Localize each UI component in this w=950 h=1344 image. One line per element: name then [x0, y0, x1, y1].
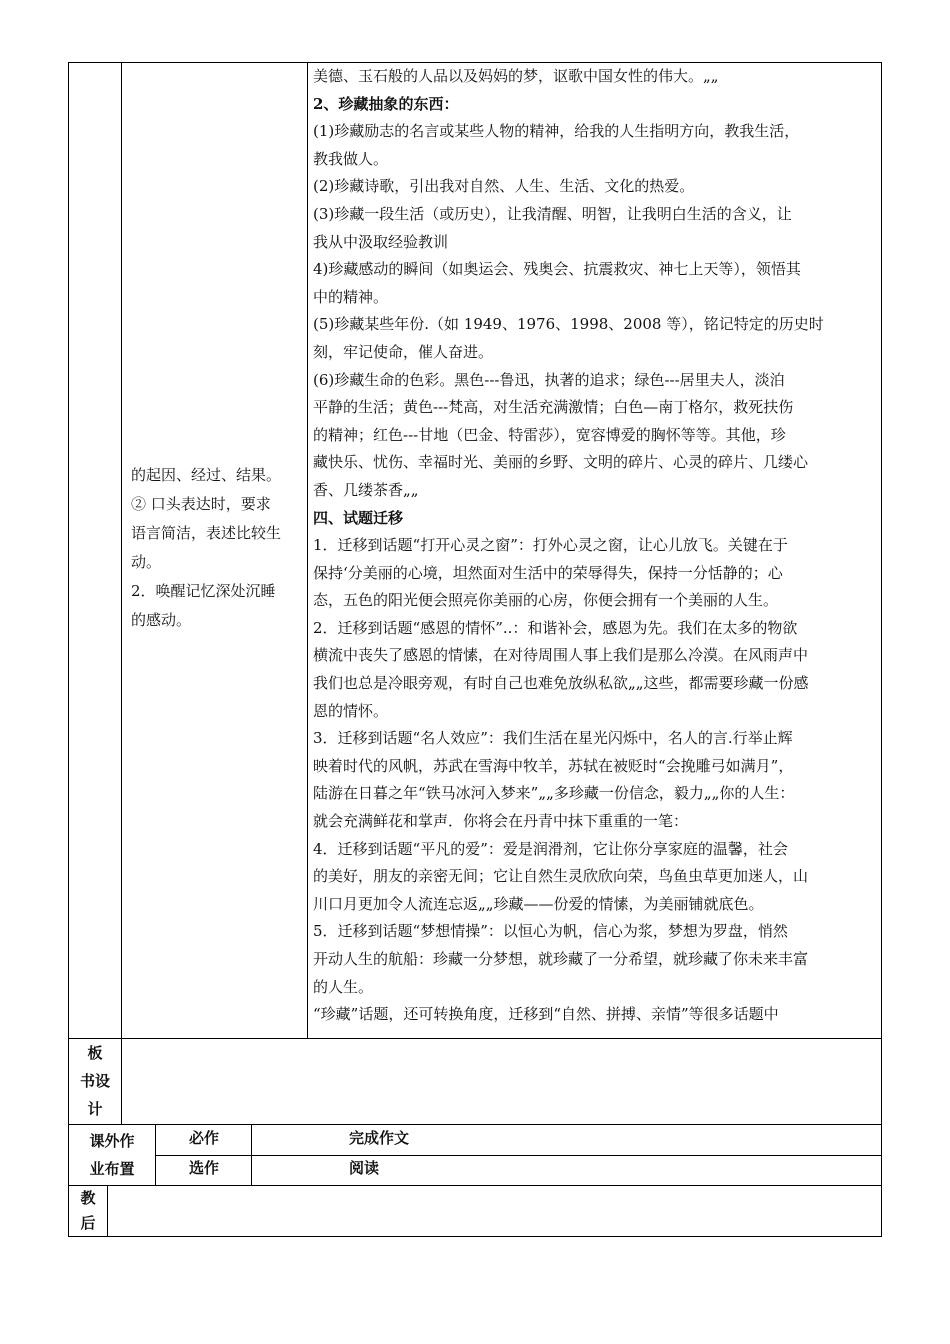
content-line: “珍藏”话题，还可转换角度，迁移到“自然、拼搏、亲情”等很多话题中 [313, 1005, 779, 1024]
optional-content: 阅读 [349, 1159, 380, 1177]
content-line: 我们也总是冷眼旁观，有时自己也难免放纵私欲„„这些，都需要珍藏一份感 [313, 674, 809, 693]
label-line: 业布置 [89, 1160, 135, 1178]
content-line: 藏快乐、忧伤、幸福时光、美丽的乡野、文明的碎片、心灵的碎片、几缕心 [313, 453, 809, 472]
content-line: 保持‘分美丽的心境，坦然面对生活中的荣辱得失，保持一分恬静的；心 [313, 563, 783, 582]
content-line: 中的精神。 [313, 287, 389, 306]
label-line: 后 [80, 1214, 96, 1232]
reflection-row [68, 1185, 882, 1237]
board-design-row [68, 1038, 882, 1124]
content-line: 横流中丧失了感恩的情愫，在对待周围人事上我们是那么冷漠。在风雨声中 [313, 646, 809, 665]
content-line: 2．迁移到话题“感恩的情怀”..：和谐补会，感恩为先。我们在太多的物欲 [313, 618, 798, 637]
activity-line: 的起因、经过、结果。 [131, 466, 282, 484]
content-line: 香、几缕茶香„„ [313, 480, 419, 499]
required-type: 必作 [189, 1129, 220, 1147]
content-line: 5．迁移到话题“梦想情操”：以恒心为帆，信心为浆，梦想为罗盘，悄然 [313, 922, 788, 941]
student-activity-column [125, 461, 311, 635]
content-line: (5)珍藏某些年份.（如 1949、1976、1998、2008 等），铭记特定的历史时 [313, 315, 824, 334]
content-line: 4)珍藏感动的瞬间（如奥运会、残奥会、抗震救灾、神七上天等），领悟其 [313, 260, 801, 279]
teaching-content-column [313, 63, 875, 1029]
content-line: 川口月更加令人流连忘返„„珍藏——份爱的情愫，为美丽铺就底色。 [313, 894, 764, 913]
activity-line: 的感动。 [131, 611, 192, 629]
content-line: 3．迁移到话题“名人效应”：我们生活在星光闪烁中，名人的言.行举止辉 [313, 729, 793, 748]
activity-line: ② 口头表达时，要求 [131, 495, 271, 513]
content-line: 态，五色的阳光便会照亮你美丽的心房，你便会拥有一个美丽的人生。 [313, 591, 779, 610]
content-line: 的精神；红色---甘地（巴金、特雷莎），宽容博爱的胸怀等等。其他，珍 [313, 425, 786, 444]
content-line: 4．迁移到话题“平凡的爱”：爱是润滑剂，它让你分享家庭的温馨，社会 [313, 839, 788, 858]
content-line: 映着时代的风帆，苏武在雪海中牧羊，苏轼在被贬时“会挽雕弓如满月”， [313, 756, 794, 775]
column-divider [121, 1039, 122, 1124]
content-row [68, 62, 882, 1038]
section-heading: 2、珍藏抽象的东西： [313, 94, 459, 113]
homework-label [69, 1127, 155, 1183]
label-line: 书设 [79, 1072, 110, 1090]
lesson-plan-table [68, 62, 882, 1237]
content-line: 教我做人。 [313, 149, 389, 168]
content-line: 的美好，朋友的亲密无间；它让自然生灵欣欣向荣，鸟鱼虫草更加迷人，山 [313, 867, 809, 886]
activity-line: 动。 [131, 553, 162, 571]
homework-row [68, 1124, 882, 1185]
content-line: 开动人生的航船：珍藏一分梦想，就珍藏了一分希望，就珍藏了你未来丰富 [313, 950, 809, 968]
label-line: 教 [80, 1189, 96, 1207]
required-content: 完成作文 [349, 1129, 410, 1147]
content-line: 平静的生活；黄色---梵高，对生活充满激情；白色—南丁格尔，救死扶伤 [313, 398, 794, 417]
content-line: (6)珍藏生命的色彩。黑色---鲁迅，执著的追求；绿色---居里夫人，淡泊 [313, 370, 785, 389]
activity-line: 2．唤醒记忆深处沉睡 [131, 582, 276, 600]
content-line: 恩的情怀。 [313, 701, 389, 720]
content-line: 我从中汲取经验教训 [313, 232, 449, 251]
activity-line: 语言简洁，表述比较生 [131, 524, 282, 542]
label-line: 计 [87, 1100, 103, 1118]
content-line: (1)珍藏励志的名言或某些人物的精神，给我的人生指明方向，教我生活， [313, 122, 800, 141]
column-divider [107, 1186, 108, 1236]
optional-type: 选作 [189, 1159, 220, 1177]
reflection-label [69, 1186, 107, 1236]
content-line: 1．迁移到话题“打开心灵之窗”：打外心灵之窗，让心儿放飞。关键在于 [313, 536, 788, 555]
column-divider [121, 63, 122, 1038]
label-line: 板 [87, 1044, 103, 1062]
label-line: 课外作 [89, 1132, 135, 1150]
content-line: 的人生。 [313, 977, 374, 996]
section-heading: 四、试题迁移 [313, 508, 404, 527]
content-line: 陆游在日暮之年“铁马冰河入梦来”„„多珍藏一份信念，毅力„„你的人生： [313, 784, 795, 803]
content-line: 美德、玉石般的人品以及妈妈的梦，讴歌中国女性的伟大。„„ [313, 67, 719, 85]
content-line: 就会充满鲜花和掌声．你将会在丹青中抹下重重的一笔： [313, 812, 689, 831]
content-line: 刻，牢记使命，催人奋进。 [313, 342, 494, 361]
board-design-label [69, 1039, 121, 1123]
content-line: (3)珍藏一段生活（或历史），让我清醒、明智，让我明白生活的含义，让 [313, 204, 792, 223]
row-divider [155, 1155, 881, 1156]
content-line: (2)珍藏诗歌，引出我对自然、人生、生活、文化的热爱。 [313, 177, 695, 196]
